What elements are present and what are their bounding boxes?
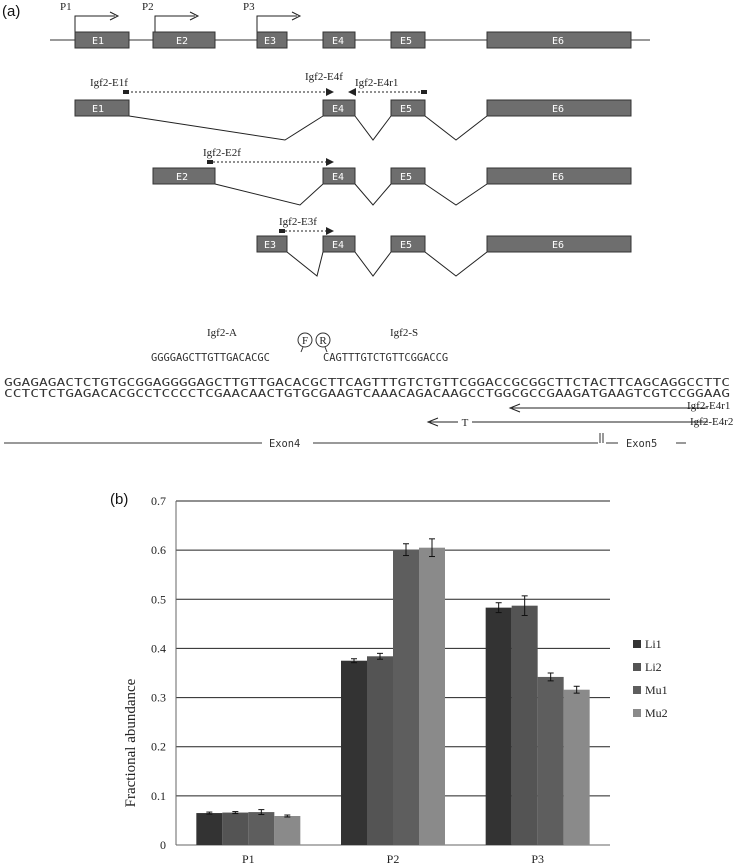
- y-tick-label: 0.5: [151, 592, 166, 607]
- splice-e2-e4: [215, 184, 323, 205]
- chart-bars: [196, 539, 589, 845]
- allele-a-sequence: GGGGAGCTTGTTGACACGC: [151, 352, 270, 364]
- primer-e2f-mark: [207, 160, 213, 164]
- legend-label-li2: Li2: [645, 660, 662, 674]
- allele-s-sequence: CAGTTTGTCTGTTCGGACCG: [323, 352, 449, 364]
- splice-e1-e4: [129, 116, 323, 140]
- legend-swatch-mu2: [633, 709, 641, 717]
- primer-e2f-arrow: [326, 158, 334, 166]
- bar-mu2-p3: [564, 690, 590, 845]
- splice-e5-e6-t3: [425, 252, 487, 276]
- primer-e1f-label: Igf2-E1f: [90, 77, 128, 89]
- sequence-region: [4, 327, 733, 450]
- transcript-p3-e4-label: E4: [332, 240, 345, 251]
- bar-li1-p2: [341, 661, 367, 845]
- promoter-p1-arrow: [75, 12, 118, 32]
- bar-li1-p1: [196, 813, 222, 845]
- y-tick-label: 0.7: [151, 494, 166, 508]
- r-marker-label: R: [319, 335, 327, 347]
- sequence-bottom-strand: CCTCTCTGAGACACGCCTCCCCTCGAACAACTGTGCGAAGTCAAACAGACAAGCCTGGCGCCGAAGATGAAGTCGTCCGGAAG: [4, 388, 730, 400]
- legend-label-mu2: Mu2: [645, 706, 668, 720]
- y-axis-title: Fractional abundance: [123, 678, 139, 808]
- f-marker-tick: [301, 347, 303, 352]
- promoter-p1-label: P1: [60, 1, 72, 13]
- transcript-p1: [75, 71, 631, 140]
- primer-e4r1-label: Igf2-E4r1: [355, 77, 399, 89]
- bar-li2-p2: [367, 656, 393, 845]
- bar-mu2-p2: [419, 548, 445, 845]
- y-tick-label: 0: [160, 838, 166, 852]
- transcript-p2-e2-label: E2: [176, 172, 189, 183]
- primer-e3f-mark: [279, 229, 285, 233]
- primer-e1f-mark: [123, 90, 129, 94]
- bar-mu2-p1: [274, 816, 300, 845]
- transcript-p2-e5-label: E5: [400, 172, 413, 183]
- gene-structure: [50, 1, 650, 48]
- transcript-p2: [153, 147, 631, 205]
- splice-e4-e5-t3: [355, 252, 391, 276]
- legend-label-mu1: Mu1: [645, 683, 668, 697]
- primer-e4r1-mark: [421, 90, 427, 94]
- bar-li2-p1: [222, 813, 248, 845]
- y-tick-label: 0.4: [151, 641, 166, 656]
- legend-swatch-mu1: [633, 686, 641, 694]
- promoter-p2-label: P2: [142, 1, 154, 13]
- transcript-p3-e3-label: E3: [264, 240, 277, 251]
- x-tick-label-p3: P3: [531, 852, 545, 866]
- y-axis-ticks: [151, 494, 166, 852]
- promoter-p3-label: P3: [243, 1, 255, 13]
- primer-e4r1-arrow: [348, 88, 356, 96]
- primer-e3f-label: Igf2-E3f: [279, 216, 317, 228]
- transcript-p1-e5-label: E5: [400, 104, 413, 115]
- exon4-label: Exon4: [269, 438, 301, 450]
- y-tick-label: 0.6: [151, 543, 166, 558]
- exon-e2-label: E2: [176, 36, 189, 47]
- splice-e4-e5-t2: [355, 184, 391, 205]
- mismatch-base: T: [461, 417, 469, 429]
- x-tick-label-p1: P1: [241, 852, 255, 866]
- transcript-p3-e6-label: E6: [552, 240, 565, 251]
- x-tick-label-p2: P2: [386, 852, 400, 866]
- promoter-p3-arrow: [257, 12, 300, 32]
- allele-s-label: Igf2-S: [390, 327, 419, 339]
- sequence-top-strand: GGAGAGACTCTGTGCGGAGGGGAGCTTGTTGACACGCTTCAGTTTGTCTGTTCGGACCGCGGCTTCTACTTCAGCAGGCCTTC: [4, 377, 730, 389]
- panel-b-chart: [0, 470, 735, 868]
- chart-legend: [633, 637, 668, 720]
- y-tick-label: 0.3: [151, 690, 166, 705]
- legend-label-li1: Li1: [645, 637, 662, 651]
- transcript-p1-e6-label: E6: [552, 104, 565, 115]
- y-tick-label: 0.1: [151, 788, 166, 803]
- primer-e4f-label: Igf2-E4f: [305, 71, 343, 83]
- splice-e5-e6: [425, 116, 487, 140]
- reverse-primer-e4r2-label: Igf2-E4r2: [690, 416, 734, 428]
- legend-swatch-li1: [633, 640, 641, 648]
- f-marker-label: F: [301, 335, 309, 347]
- primer-e3f-arrow: [326, 227, 334, 235]
- transcript-p1-e4-label: E4: [332, 104, 345, 115]
- allele-a-label: Igf2-A: [207, 327, 237, 339]
- panel-b-label: (b): [110, 491, 129, 508]
- transcript-p2-e6-label: E6: [552, 172, 565, 183]
- bar-li2-p3: [512, 606, 538, 845]
- exon-e4-label: E4: [332, 36, 345, 47]
- panel-a-label: (a): [2, 3, 21, 20]
- transcript-p3-e5-label: E5: [400, 240, 413, 251]
- legend-swatch-li2: [633, 663, 641, 671]
- promoter-p2-arrow: [155, 12, 198, 32]
- bar-mu1-p3: [538, 677, 564, 845]
- splice-e4-e5: [355, 116, 391, 140]
- primer-e4f-arrow: [326, 88, 334, 96]
- y-tick-label: 0.2: [151, 739, 166, 754]
- primer-e2f-label: Igf2-E2f: [203, 147, 241, 159]
- bar-li1-p3: [486, 608, 512, 845]
- bar-mu1-p2: [393, 550, 419, 845]
- splice-e5-e6-t2: [425, 184, 487, 205]
- transcript-p1-e1-label: E1: [92, 104, 105, 115]
- splice-e3-e4: [287, 252, 323, 276]
- bar-mu1-p1: [248, 812, 274, 845]
- exon5-label: Exon5: [626, 438, 658, 450]
- exon-e1-label: E1: [92, 36, 105, 47]
- exon-e3-label: E3: [264, 36, 277, 47]
- transcript-p2-e4-label: E4: [332, 172, 345, 183]
- exon-e6-label: E6: [552, 36, 565, 47]
- exon-e5-label: E5: [400, 36, 413, 47]
- transcript-p3: [257, 216, 631, 276]
- reverse-primer-e4r1-label: Igf2-E4r1: [687, 400, 731, 412]
- x-axis-labels: [242, 852, 544, 866]
